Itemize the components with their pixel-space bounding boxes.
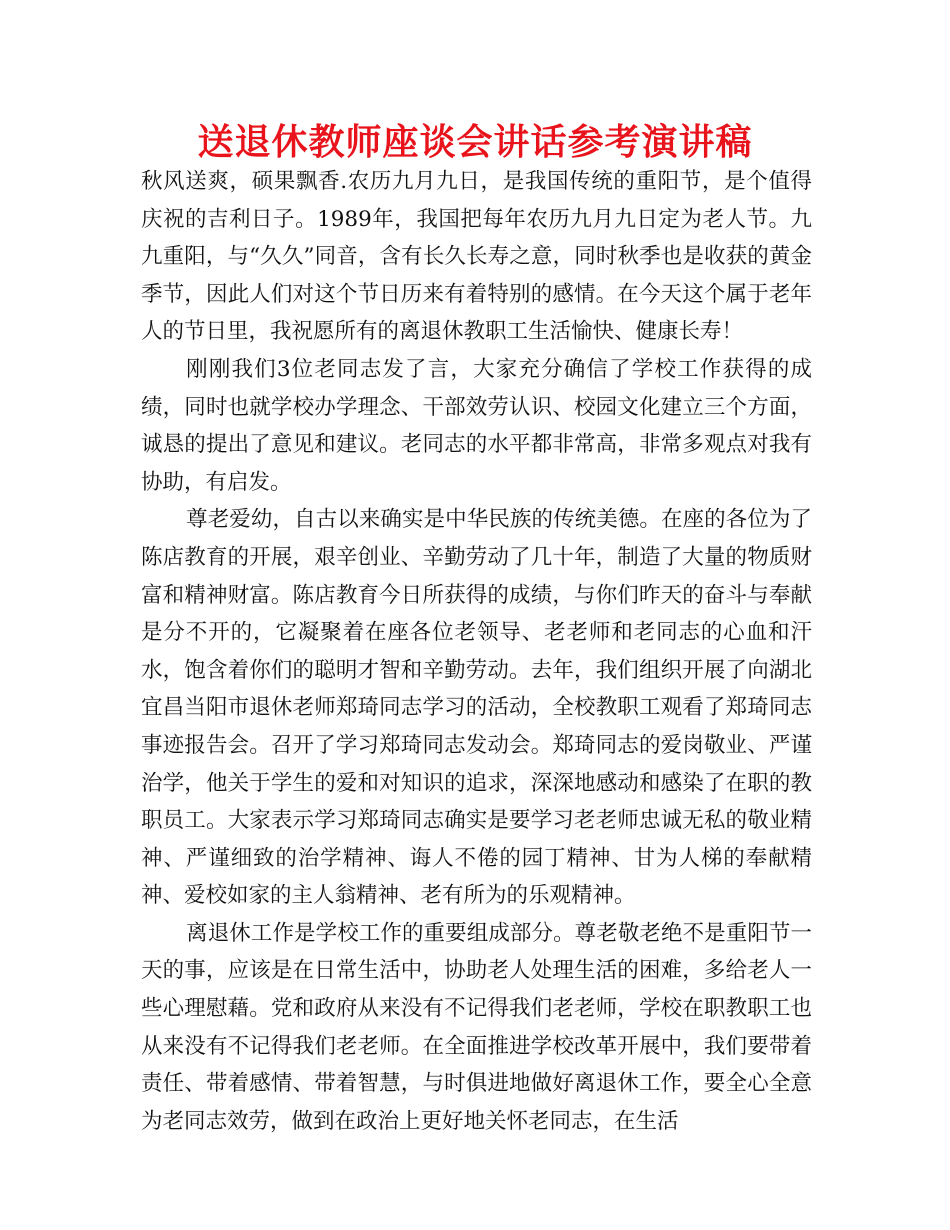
document-title: 送退休教师座谈会讲话参考演讲稿 — [197, 122, 753, 163]
document-body — [141, 163, 812, 1140]
paragraph-2: 刚刚我们3位老同志发了言，大家充分确信了学校工作获得的成绩，同时也就学校办学理念、干部效劳认识、校园文化建立三个方面，诚恳的提出了意见和建议。老同志的水平都非常高，非常多观点对我有协助，有启发。 — [141, 356, 812, 495]
paragraph-3: 尊老爱幼，自古以来确实是中华民族的传统美德。在座的各位为了陈店教育的开展，艰辛创业、辛勤劳动了几十年，制造了大量的物质财富和精神财富。陈店教育今日所获得的成绩，与你们昨天的奋斗与奉献是分不开的，它凝聚着在座各位老领导、老老师和老同志的心血和汗水，饱含着你们的聪明才智和辛勤劳动。去年，我们组织开展了向湖北宜昌当阳市退休老师郑琦同志学习的活动，全校教职工观看了郑琦同志事迹报告会。召开了学习郑琦同志发动会。郑琦同志的爱岗敬业、严谨治学，他关于学生的爱和对知识的追求，深深地感动和感染了在职的教职员工。大家表示学习郑琦同志确实是要学习老老师忠诚无私的敬业精神、严谨细致的治学精神、诲人不倦的园丁精神、甘为人梯的奉献精神、爱校如家的主人翁精神、老有所为的乐观精神。 — [141, 507, 812, 909]
paragraph-1: 秋风送爽，硕果飘香.农历九月九日，是我国传统的重阳节，是个值得庆祝的吉利日子。1989年，我国把每年农历九月九日定为老人节。九九重阳，与“久久”同音，含有长久长寿之意，同时秋季也是收获的黄金季节，因此人们对这个节日历来有着特别的感情。在今天这个属于老年人的节日里，我祝愿所有的离退休教职工生活愉快、健康长寿！ — [141, 169, 812, 345]
paragraph-4: 离退休工作是学校工作的重要组成部分。尊老敬老绝不是重阳节一天的事，应该是在日常生活中，协助老人处理生活的困难，多给老人一些心理慰藉。党和政府从来没有不记得我们老老师，学校在职教职工也从来没有不记得我们老老师。在全面推进学校改革开展中，我们要带着责任、带着感情、带着智慧，与时俱进地做好离退休工作，要全心全意为老同志效劳，做到在政治上更好地关怀老同志，在生活 — [141, 920, 812, 1134]
